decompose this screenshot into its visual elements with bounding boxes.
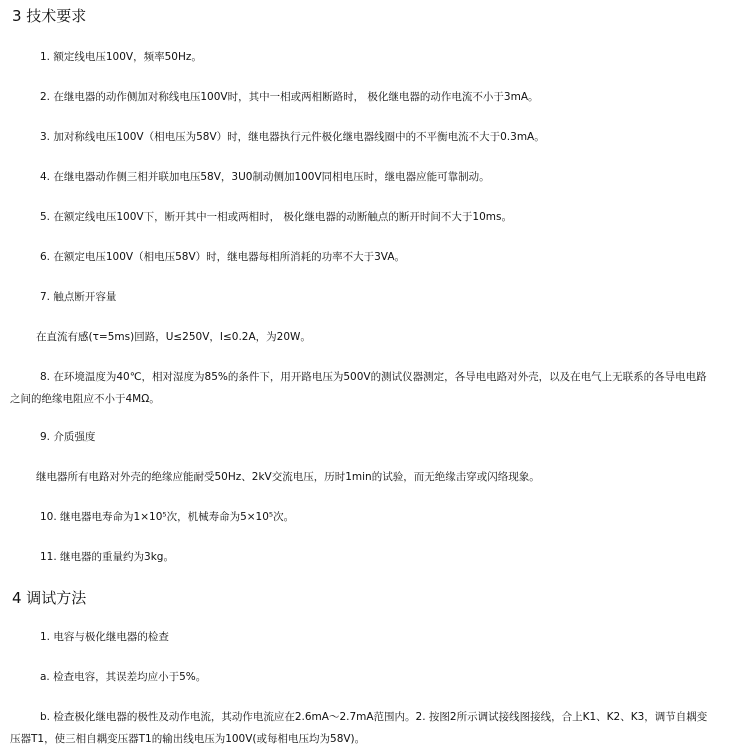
- requirement-4: 4. 在继电器动作侧三相并联加电压58V，3U0制动侧加100V同相电压时，继电器应能可靠制动。: [40, 171, 490, 183]
- requirement-9-detail: 继电器所有电路对外壳的绝缘应能耐受50Hz、2kV交流电压，历时1min的试验，而无绝缘击穿或闪络现象。: [36, 471, 540, 483]
- method-1b: b. 检查极化继电器的极性及动作电流，其动作电流应在2.6mA～2.7mA范围内。2. 按图2所示调试接线图接线，合上K1、K2、K3，调节自耦变压器T1，使三相自耦变压器T1的输出线电压为100V(或每相电压均为58V)。: [10, 711, 708, 745]
- requirement-5: 5. 在额定线电压100V下，断开其中一相或两相时， 极化继电器的动断触点的断开时间不大于10ms。: [40, 211, 512, 223]
- requirement-10: 10. 继电器电寿命为1×10⁵次，机械寿命为5×10⁵次。: [40, 511, 295, 523]
- method-1: 1. 电容与极化继电器的检查: [40, 631, 169, 643]
- requirement-2: 2. 在继电器的动作侧加对称线电压100V时，其中一相或两相断路时， 极化继电器的动作电流不小于3mA。: [40, 91, 539, 103]
- requirement-6: 6. 在额定电压100V（相电压58V）时，继电器每相所消耗的功率不大于3VA。: [40, 251, 405, 263]
- requirement-7: 7. 触点断开容量: [40, 291, 117, 303]
- requirement-3: 3. 加对称线电压100V（相电压为58V）时，继电器执行元件极化继电器线圈中的不平衡电流不大于0.3mA。: [40, 131, 545, 143]
- requirement-8: 8. 在环境温度为40℃，相对湿度为85%的条件下，用开路电压为500V的测试仪器测定，各导电电路对外壳，以及在电气上无联系的各导电电路之间的绝缘电阻应不小于4MΩ。: [10, 371, 707, 405]
- section-heading-debug-methods: 4 调试方法: [12, 589, 87, 607]
- requirement-11: 11. 继电器的重量约为3kg。: [40, 551, 174, 563]
- method-1a: a. 检查电容，其误差均应小于5%。: [40, 671, 207, 683]
- requirement-7-detail: 在直流有感(τ=5ms)回路，U≤250V，I≤0.2A，为20W。: [36, 331, 311, 343]
- requirement-1: 1. 额定线电压100V，频率50Hz。: [40, 51, 202, 63]
- section-heading-tech-requirements: 3 技术要求: [12, 7, 87, 25]
- requirement-9: 9. 介质强度: [40, 431, 96, 443]
